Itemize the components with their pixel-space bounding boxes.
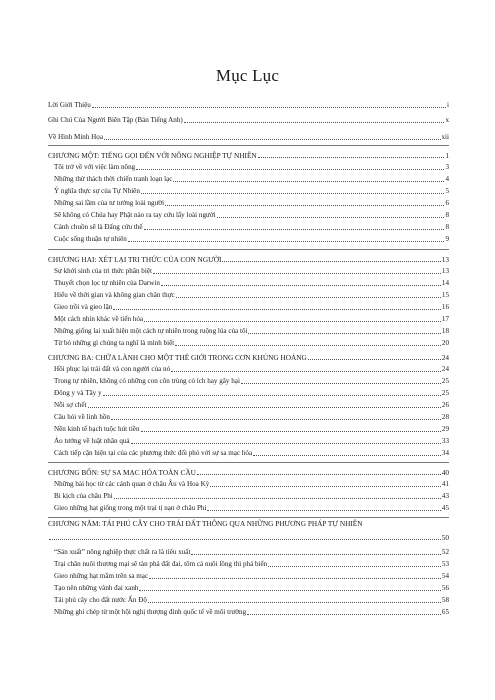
toc-chapter-4[interactable] [48, 466, 449, 477]
toc-entry[interactable] [54, 185, 449, 196]
chapter-label: CHƯƠNG NĂM: TÁI PHỦ CÂY CHO TRÁI ĐẤT THÔNG QUA NHỮNG PHƯƠNG PHÁP TỰ NHIÊN [48, 519, 363, 528]
leader-dots [191, 553, 440, 555]
chapter-label: CHƯƠNG HAI: XÉT LẠI TRI THỨC CỦA CON NGƯỜI [48, 255, 222, 264]
entry-page: 34 [441, 449, 449, 457]
toc-entry[interactable] [54, 363, 449, 374]
entry-page: 58 [441, 596, 449, 604]
toc-entry-front[interactable] [48, 131, 449, 142]
toc-entry[interactable] [54, 387, 449, 398]
chapter-page: 13 [441, 255, 449, 264]
toc-entry[interactable] [54, 435, 449, 446]
entry-page: 52 [441, 548, 449, 556]
leader-dots [144, 228, 445, 230]
entry-page: xii [441, 133, 449, 141]
toc-chapter-5[interactable] [48, 519, 449, 530]
entry-page: 41 [441, 480, 449, 488]
toc-entry[interactable] [54, 570, 449, 581]
entry-page: 18 [441, 327, 449, 335]
leader-dots [88, 406, 441, 408]
entry-page: 43 [441, 492, 449, 500]
leader-dots [207, 509, 441, 511]
entry-label: Những giống lai xuất hiện một cách tự nhiên trong ruộng lúa của tôi [54, 327, 248, 335]
leader-dots [111, 418, 441, 420]
entry-label: Nền kinh tế bạch tuộc hút tiền [54, 425, 140, 433]
leader-dots [141, 430, 441, 432]
entry-page: 8 [445, 223, 449, 231]
leader-dots [92, 106, 446, 108]
toc-entry[interactable] [54, 447, 449, 458]
entry-page: 29 [441, 425, 449, 433]
entry-label: Bi kịch của châu Phi [54, 492, 113, 500]
entry-label: Sẽ không có Chúa hay Phật nào ra tay cứu lấy loài người [54, 211, 216, 219]
entry-label: Trong tự nhiên, không có những con côn trùng có ích hay gây hại [54, 377, 240, 385]
entry-label: Gieo những hạt giống trong một trại tị nạn ở châu Phi [54, 504, 207, 512]
toc-entry[interactable] [54, 337, 449, 348]
chapter-label: CHƯƠNG MỘT: TIẾNG GỌI ĐẾN VỚI NÔNG NGHIỆP TỰ NHIÊN [48, 151, 257, 160]
chapter-label: CHƯƠNG BỐN: SỰ SA MẠC HÓA TOÀN CẦU [48, 468, 196, 477]
entry-label: Đông y và Tây y [54, 389, 102, 397]
entry-page: 13 [441, 267, 449, 275]
entry-label: Hồi phục lại trái đất và con người của nó [54, 365, 171, 373]
toc-entry[interactable] [54, 594, 449, 605]
entry-label: Gieo những hạt mầm trên sa mạc [54, 572, 149, 580]
entry-page: 28 [441, 413, 449, 421]
entry-page: 17 [441, 315, 449, 323]
leader-dots [148, 601, 441, 603]
section-divider [48, 249, 449, 250]
toc-entry[interactable] [54, 399, 449, 410]
leader-dots [153, 272, 441, 274]
entry-page: 45 [441, 504, 449, 512]
entry-label: Câu hỏi về linh hồn [54, 413, 110, 421]
leader-dots [210, 485, 441, 487]
leader-dots [171, 370, 441, 372]
entry-label: “Sản xuất” nông nghiệp thực chất ra là tiêu xuất [54, 548, 191, 556]
toc-entry[interactable] [54, 265, 449, 276]
toc-entry[interactable] [54, 478, 449, 489]
leader-dots [149, 577, 441, 579]
entry-page: 56 [441, 584, 449, 592]
entry-label: Ảo tưởng về luật nhân quả [54, 437, 130, 445]
entry-label: Hiểu về thời gian và không gian chân thực [54, 291, 175, 299]
entry-page: 25 [441, 389, 449, 397]
section-divider [48, 462, 449, 463]
leader-dots [184, 121, 445, 123]
leader-dots [176, 296, 441, 298]
toc-entry[interactable] [54, 502, 449, 513]
toc-entry[interactable] [54, 161, 449, 172]
leader-dots [197, 473, 441, 475]
toc-chapter-1[interactable] [48, 149, 449, 160]
toc-chapter-5-page[interactable] [48, 531, 449, 542]
leader-dots [217, 216, 445, 218]
page-title: Mục Lục [215, 66, 280, 85]
entry-page: 20 [441, 339, 449, 347]
entry-label: Những sai lầm của tư tưởng loài người [54, 199, 165, 207]
toc-chapter-3[interactable] [48, 351, 449, 362]
entry-page: 25 [441, 377, 449, 385]
leader-dots [131, 442, 441, 444]
toc-entry[interactable] [54, 221, 449, 232]
toc-entry[interactable] [54, 197, 449, 208]
leader-dots [253, 454, 441, 456]
entry-page: 65 [441, 608, 449, 616]
entry-page: 9 [445, 235, 449, 243]
leader-dots [175, 344, 441, 346]
toc-entry[interactable] [54, 209, 449, 220]
entry-label: Thuyết chọn lọc tự nhiên của Darwin [54, 279, 160, 287]
leader-dots [128, 240, 445, 242]
toc-entry[interactable] [54, 558, 449, 569]
entry-label: Những thử thách thời chiến tranh loạn lạc [54, 175, 173, 183]
leader-dots [161, 284, 441, 286]
entry-page: 54 [441, 572, 449, 580]
toc-entry[interactable] [54, 313, 449, 324]
entry-label: Từ bỏ những gì chúng ta nghĩ là mình biết [54, 339, 175, 347]
leader-dots [144, 320, 441, 322]
entry-label: Những bài học từ các cánh quan ở châu Âu và Hoa Kỳ [54, 480, 210, 488]
leader-dots [139, 589, 440, 591]
leader-dots [222, 260, 440, 262]
entry-page: x [445, 116, 449, 124]
toc-entry[interactable] [54, 423, 449, 434]
section-divider [48, 517, 449, 518]
entry-label: Tôi trở về với việc làm nông [54, 163, 136, 171]
leader-dots [104, 138, 441, 140]
toc-entry[interactable] [54, 546, 449, 557]
entry-page: 24 [441, 365, 449, 373]
entry-label: Sự khởi sinh của tri thức phân biệt [54, 267, 152, 275]
entry-label: Ghi Chú Của Người Biên Tập (Bản Tiếng Anh) [48, 116, 183, 124]
entry-page: 14 [441, 279, 449, 287]
chapter-page: 50 [441, 533, 449, 542]
toc-entry[interactable] [54, 289, 449, 300]
entry-page: 53 [441, 560, 449, 568]
toc-entry[interactable] [54, 582, 449, 593]
leader-dots [268, 565, 441, 567]
entry-page: 16 [441, 303, 449, 311]
entry-label: Nỗi sợ chết [54, 401, 87, 409]
entry-page: 33 [441, 437, 449, 445]
toc-entry[interactable] [54, 173, 449, 184]
leader-dots [49, 538, 441, 540]
entry-label: Cách tiếp cận hiện tại của các phương thức đối phó với sự sa mạc hóa [54, 449, 253, 457]
toc-entry[interactable] [54, 606, 449, 617]
entry-label: Cuộc sống thuận tự nhiên [54, 235, 127, 243]
leader-dots [141, 192, 445, 194]
leader-dots [247, 613, 441, 615]
toc-entry-front[interactable] [48, 114, 449, 125]
entry-page: 26 [441, 401, 449, 409]
entry-label: Lời Giới Thiệu [48, 101, 91, 109]
entry-page: 8 [445, 211, 449, 219]
toc-entry[interactable] [54, 277, 449, 288]
entry-label: Một cách nhìn khác về tiến hóa [54, 315, 144, 323]
entry-label: Tạo nên những vành đai xanh [54, 584, 139, 592]
entry-page: 6 [445, 199, 449, 207]
leader-dots [308, 358, 441, 360]
toc-entry-front[interactable] [48, 99, 449, 110]
leader-dots [113, 308, 441, 310]
leader-dots [136, 168, 444, 170]
toc-entry[interactable] [54, 233, 449, 244]
toc-entry[interactable] [54, 411, 449, 422]
entry-page: 5 [445, 187, 449, 195]
entry-label: Về Hình Minh Họa [48, 133, 103, 141]
leader-dots [258, 156, 445, 158]
leader-dots [103, 394, 441, 396]
toc-entry[interactable] [54, 375, 449, 386]
entry-page: 3 [445, 163, 449, 171]
toc-entry[interactable] [54, 325, 449, 336]
leader-dots [173, 180, 444, 182]
entry-page: i [447, 101, 449, 109]
entry-label: Gieo trồi và gieo lặn [54, 303, 113, 311]
entry-label: Tái phủ cây cho đất nước Ấn Độ [54, 596, 147, 604]
chapter-label: CHƯƠNG BA: CHỮA LÀNH CHO MỘT THẾ GIỚI TRONG CƠN KHỦNG HOẢNG [48, 353, 307, 362]
entry-label: Cánh chuồn sẽ là Đấng cứu thế [54, 223, 143, 231]
leader-dots [165, 204, 444, 206]
toc-entry[interactable] [54, 490, 449, 501]
toc-entry[interactable] [54, 301, 449, 312]
section-divider [48, 145, 449, 146]
leader-dots [248, 332, 440, 334]
leader-dots [241, 382, 441, 384]
entry-page: 4 [445, 175, 449, 183]
leader-dots [114, 497, 441, 499]
entry-label: Ý nghĩa thực sự của Tự Nhiên [54, 187, 140, 195]
entry-label: Trại chăn nuôi thương mại sẽ tàn phá đất đai, tôm cá nuôi lồng thì phá biển [54, 560, 268, 568]
chapter-page: 1 [445, 151, 449, 160]
chapter-page: 24 [441, 353, 449, 362]
toc-chapter-2[interactable] [48, 253, 449, 264]
entry-page: 15 [441, 291, 449, 299]
entry-label: Những ghi chép từ một hội nghị thượng đỉnh quốc tế về môi trường [54, 608, 247, 616]
chapter-page: 40 [441, 468, 449, 477]
